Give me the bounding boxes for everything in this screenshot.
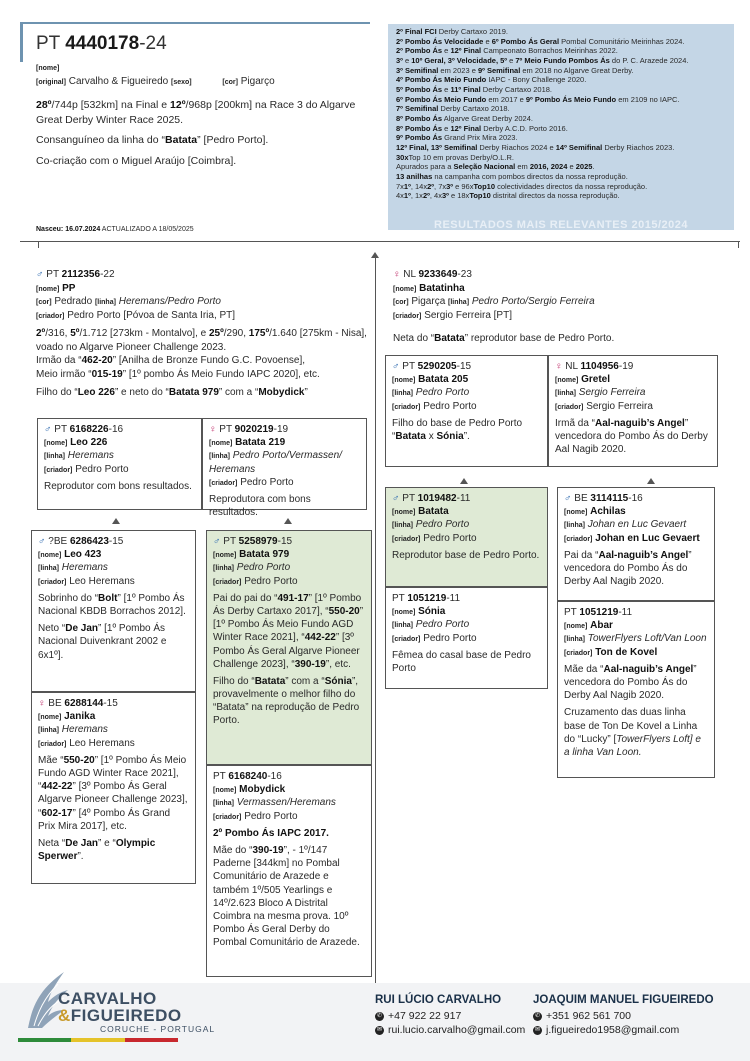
contact2-name: JOAQUIM MANUEL FIGUEIREDO xyxy=(533,994,714,1006)
result-line: 7º Semifinal Derby Cartaxo 2018. xyxy=(396,104,510,114)
result-line: 13 anilhas na campanha com pombos directos da nossa reprodução. xyxy=(396,172,628,182)
pigeon-meta: [nome] [original] Carvalho & Figueiredo [sexo] [cor] Pigarço xyxy=(36,65,275,87)
contact1-phone[interactable]: +47 922 22 917 xyxy=(388,1010,462,1022)
contact-joaquim xyxy=(533,994,714,1036)
cor-value: Pigarço xyxy=(240,76,275,87)
ggp-sds-box: ♂ PT 5258979-15 [nome] Batata 979 [linha] Pedro Porto [criador] Pedro Porto Pai do pai do “491-17” [1º Pombo Ás Derby Cartaxo 2017], “550-20” [1º Pombo Ás Meio Fundo AGD Winter Race 2021], “442-22” [3º Pombo Ás Geral Algarve Pioneer Challenge 2023], “390-19”, etc. Filho do “Batata” com a “Sónia”, provavelmente o melhor filho do “Batata” na reprodução de Pedro Porto. xyxy=(206,530,372,765)
result-line: 7x1º, 14x2º, 7x3º e 96xTop10 colectividades directos da nossa reprodução. xyxy=(396,181,648,191)
gp-dd-box: ♀ NL 1104956-19 [nome] Gretel [linha] Sergio Ferreira [criador] Sergio Ferreira Irmã da “Aal-naguib’s Angel” vencedora do Pombo Ás do Derby Aal Nagib 2020. xyxy=(548,355,718,467)
original-value: Carvalho & Figueiredo xyxy=(68,76,169,87)
contact1-email[interactable]: rui.lucio.carvalho@gmail.com xyxy=(388,1024,526,1036)
ggp-dss-box: ♂ PT 1019482-11 [nome] Batata [linha] Pedro Porto [criador] Pedro Porto Reprodutor base de Pedro Porto. xyxy=(385,487,548,587)
result-line: 4º Pombo Ás Meio Fundo IAPC - Bony Challenge 2020. xyxy=(396,75,587,85)
result-line: 6º Pombo Ás Meio Fundo em 2017 e 9º Pombo Ás Meio Fundo em 2109 no IAPC. xyxy=(396,94,680,104)
result-line: 30xTop 10 em provas Derby/O.L.R. xyxy=(396,152,514,162)
result-line: 3º Semifinal em 2023 e 9º Semifinal em 2018 no Algarve Great Derby. xyxy=(396,65,634,75)
pigeon-ring-title: PT 4440178-24 xyxy=(36,33,167,54)
result-line: 2º Pombo Ás e 12º Final Campeonato Borrachos Meirinhas 2022. xyxy=(396,46,618,56)
gp-sd-box: ♀ PT 9020219-19 [nome] Batata 219 [linha] Pedro Porto/Vermassen/ Heremans [criador] Pedro Porto Reprodutora com bons resultados. xyxy=(202,418,367,510)
flag-stripe xyxy=(18,1038,178,1042)
dam-block: ♀ NL 9233649-23 [nome] Batatinha [cor] Pigarça [linha] Pedro Porto/Sergio Ferreira [criador] Sergio Ferreira [PT] Neta do “Batata” reprodutor base de Pedro Porto. xyxy=(393,269,615,344)
divider-line xyxy=(20,241,740,242)
ggp-sss-box: ♂ ?BE 6286423-15 [nome] Leo 423 [linha] Heremans [criador] Leo Heremans Sobrinho do “Bolt” [1º Pombo Ás Nacional KBDB Borrachos 2012]. Neto “De Jan” [1º Pombo Ás Nacional Duivenkrant 2002 e 6x1º]. xyxy=(31,530,196,692)
logo-wordmark: CARVALHO &FIGUEIREDO xyxy=(58,989,182,1025)
results-title: RESULTADOS MAIS RELEVANTES 2015/2024 xyxy=(434,218,688,231)
birth-date: Nasceu: 16.07.2024 ACTUALIZADO A 18/05/2025 xyxy=(36,226,194,233)
result-line: 4x1º, 1x2º, 4x3º e 18xTop10 distrital directos da nossa reprodução. xyxy=(396,191,620,201)
result-line: 8º Pombo Ás e 12º Final Derby A.C.D. Porto 2016. xyxy=(396,123,568,133)
results-panel xyxy=(388,24,734,230)
result-line: 5º Pombo Ás e 11º Final Derby Cartaxo 2018. xyxy=(396,85,552,95)
ggp-ssd-box: ♀ BE 6288144-15 [nome] Janika [linha] Heremans [criador] Leo Heremans Mãe “550-20” [1º Pombo Ás Meio Fundo AGD Winter Race 2021], “442-22” [3º Pombo Ás Geral Algarve Pioneer Challenge 2023], “602-17” [4º Pombo Ás Grand Prix Mira 2017], etc. Neta “De Jan” e “Olympic Sperwer”. xyxy=(31,692,196,884)
logo-location: CORUCHE - PORTUGAL xyxy=(100,1024,216,1034)
result-line: Apurados para a Seleção Nacional em 2016, 2024 e 2025. xyxy=(396,162,595,172)
contact1-name: RUI LÚCIO CARVALHO xyxy=(375,994,502,1006)
contact-rui xyxy=(375,994,525,1036)
gp-ss-box: ♂ PT 6168226-16 [nome] Leo 226 [linha] Heremans [criador] Pedro Porto Reprodutor com bons resultados. xyxy=(37,418,202,510)
email-icon: ✉ xyxy=(376,1026,383,1033)
gp-ds-box: ♂ PT 5290205-15 [nome] Batata 205 [linha] Pedro Porto [criador] Pedro Porto Filho do base de Pedro Porto “Batata x Sónia”. xyxy=(385,355,548,467)
header-accent xyxy=(20,22,23,62)
ggp-dds-box: ♂ BE 3114115-16 [nome] Achilas [linha] Johan en Luc Gevaert [criador] Johan en Luc Gevaert Pai da “Aal-naguib’s Angel” vencedora do Pombo Ás do Derby Aal Nagib 2020. xyxy=(557,487,715,601)
ggp-ddd-box: PT 1051219-11 [nome] Abar [linha] TowerFlyers Loft/Van Loon [criador] Ton de Kovel Mãe da “Aal-naguib’s Angel” vencedora do Pombo Ás do Derby Aal Nagib 2020. Cruzamento das duas linha base de Ton De Kovel a Linha do “Lucky” [TowerFlyers Loft] e a linha Van Loon. xyxy=(557,601,715,778)
center-arrow xyxy=(371,252,379,258)
contact2-phone[interactable]: +351 962 561 700 xyxy=(546,1010,631,1022)
arrow-dss xyxy=(460,478,468,484)
arrow-sss xyxy=(112,518,120,524)
pigeon-description: 28º/744p [532km] na Final e 12º/968p [200km] na Race 3 do Algarve Great Derby Winter Race 2025. Consanguíneo da linha do “Batata” [Pedro Porto]. Co-criação com o Miguel Araújo [Coimbra]. xyxy=(36,99,356,168)
result-line: 2º Pombo Ás Velocidade e 6º Pombo Ás Geral Pombal Comunitário Meirinhas 2024. xyxy=(396,36,685,46)
result-line: 2º Final FCI Derby Cartaxo 2019. xyxy=(396,27,508,36)
ggp-sdd-box: PT 6168240-16 [nome] Mobydick [linha] Vermassen/Heremans [criador] Pedro Porto 2º Pombo Ás IAPC 2017. Mãe do “390-19”, - 1º/147 Paderne [344km] no Pombal Comunitário de Arazede e também 1º/505 Yearlings e 14º/2.623 Bloco A Distrital Coimbra na mesma prova. 10º Pombo Ás Geral Derby do Pombal Comunitário de Arazede. xyxy=(206,765,372,977)
ggp-dsd-box: PT 1051219-11 [nome] Sónia [linha] Pedro Porto [criador] Pedro Porto Fêmea do casal base de Pedro Porto xyxy=(385,587,548,689)
arrow-dds xyxy=(647,478,655,484)
result-line: 9º Pombo Ás Grand Prix Mira 2023. xyxy=(396,133,518,143)
email-icon: ✉ xyxy=(534,1026,541,1033)
contact2-email[interactable]: j.figueiredo1958@gmail.com xyxy=(546,1024,680,1036)
tick-left xyxy=(38,241,39,248)
tick-right xyxy=(738,241,739,248)
sire-block: ♂ PT 2112356-22 [nome] PP [cor] Pedrado [linha] Heremans/Pedro Porto [criador] Pedro Porto [Póvoa de Santa Iria, PT] 2º/316, 5º/1.712 [273km - Montalvo], e 25º/290, 175º/1.640 [275km - Nisa], voado no Algarve Pioneer Challenge 2023. Irmão da “462-20” [Anilha de Bronze Fundo G.C. Povoense], Meio irmão “015-19” [1º pombo Ás Meio Fundo IAPC 2020], etc. Filho do “Leo 226” e neto do “Batata 979” com a “Mobydick” xyxy=(36,269,367,398)
phone-icon: ✆ xyxy=(534,1012,541,1019)
result-line: 8º Pombo Ás Algarve Great Derby 2024. xyxy=(396,114,533,124)
result-line: 12º Final, 13º Semifinal Derby Riachos 2024 e 14º Semifinal Derby Riachos 2023. xyxy=(396,143,675,153)
result-line: 3º e 10º Geral, 3º Velocidade, 5º e 7º Meio Fundo Pombos Ás do P. C. Arazede 2024. xyxy=(396,56,689,66)
center-line xyxy=(375,258,376,983)
phone-icon: ✆ xyxy=(376,1012,383,1019)
